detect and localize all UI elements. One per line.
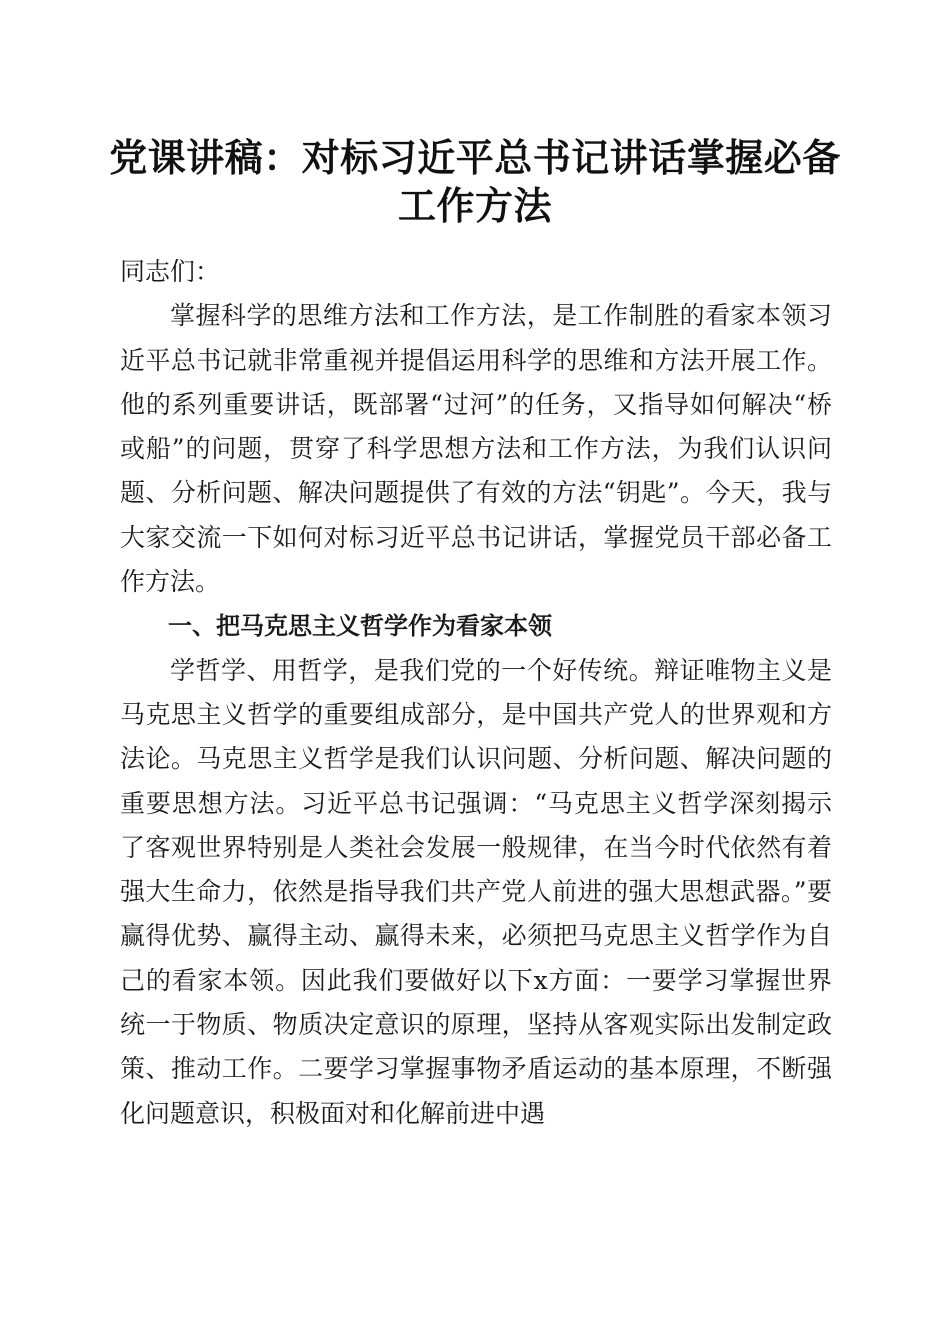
document-body [120,250,832,1136]
salutation: 同志们： [120,257,221,286]
section-paragraph-1: 学哲学、用哲学，是我们党的一个好传统。辩证唯物主义是马克思主义哲学的重要组成部分，是中国共产党人的世界观和方法论。马克思主义哲学是我们认识问题、分析问题、解决问题的重要思想方法。习近平总书记强调：“马克思主义哲学深刻揭示了客观世界特别是人类社会发展一般规律，在当今时代依然有着强大生命力，依然是指导我们共产党人前进的强大思想武器。”要赢得优势、赢得主动、赢得未来，必须把马克思主义哲学作为自己的看家本领。因此我们要做好以下x方面：一要学习掌握世界统一于物质、物质决定意识的原理，坚持从客观实际出发制定政策、推动工作。二要学习掌握事物矛盾运动的基本原理，不断强化问题意识，积极面对和化解前进中遇 [120,655,832,1128]
section-heading-1: 一、把马克思主义哲学作为看家本领 [168,612,552,641]
document-title: 党课讲稿：对标习近平总书记讲话掌握必备工作方法 [109,135,841,228]
intro-paragraph: 掌握科学的思维方法和工作方法，是工作制胜的看家本领习近平总书记就非常重视并提倡运用科学的思维和方法开展工作。他的系列重要讲话，既部署“过河”的任务，又指导如何解决“桥或船”的问题，贯穿了科学思想方法和工作方法，为我们认识问题、分析问题、解决问题提供了有效的方法“钥匙”。今天，我与大家交流一下如何对标习近平总书记讲话，掌握党员干部必备工作方法。 [120,301,832,597]
